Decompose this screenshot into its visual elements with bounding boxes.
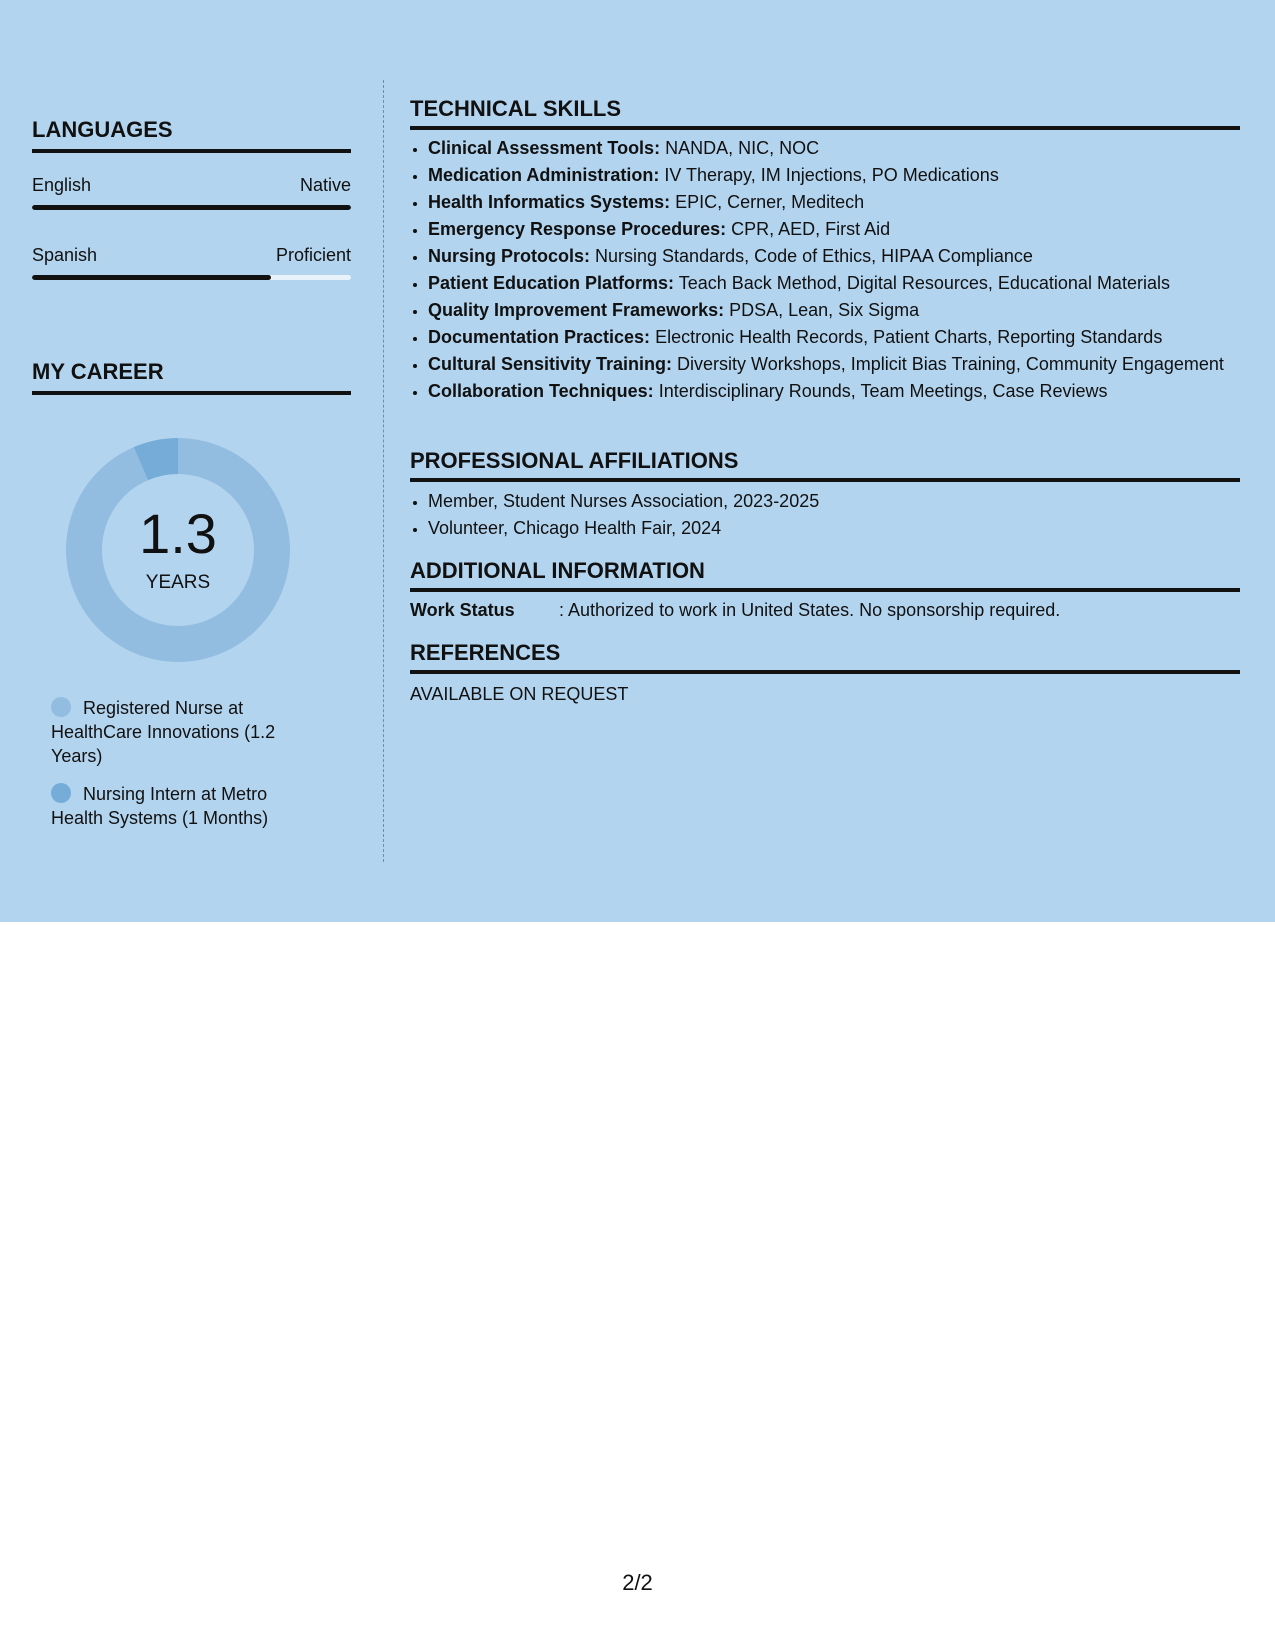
career-legend <box>51 696 311 844</box>
affiliation-item: • Volunteer, Chicago Health Fair, 2024 <box>428 516 1258 540</box>
skill-item <box>428 379 1258 403</box>
legend-label: Nursing Intern at Metro Health Systems (1 Months) <box>51 784 269 828</box>
skill-item <box>428 271 1258 295</box>
work-status-key: Work Status <box>410 600 515 620</box>
language-spanish <box>32 245 351 280</box>
technical-skills-heading: TECHNICAL SKILLS <box>410 96 1240 130</box>
career-legend-item <box>51 782 311 830</box>
legend-dot <box>51 783 71 803</box>
language-name: Spanish <box>32 245 98 265</box>
technical-skills-list <box>410 136 1258 406</box>
legend-dot <box>51 697 71 717</box>
language-proficiency-fill <box>32 205 351 210</box>
skill-values: Electronic Health Records, Patient Charts, Reporting Standards <box>650 327 1163 347</box>
languages-heading: LANGUAGES <box>32 117 351 153</box>
skill-category: Clinical Assessment Tools: <box>428 138 661 158</box>
career-total-unit: YEARS <box>145 572 211 593</box>
language-level: Native <box>299 175 351 195</box>
skill-category: Nursing Protocols: <box>428 246 591 266</box>
skill-values: NANDA, NIC, NOC <box>660 138 820 158</box>
work-status-row <box>410 600 1240 621</box>
page-number: 2/2 <box>622 1570 653 1595</box>
affiliation-item: • Member, Student Nurses Association, 2023-2025 <box>428 489 1258 513</box>
skill-item <box>428 163 1258 187</box>
skill-values: Nursing Standards, Code of Ethics, HIPAA Compliance <box>590 246 1033 266</box>
skill-values: Interdisciplinary Rounds, Team Meetings, Case Reviews <box>653 381 1108 401</box>
skill-category: Cultural Sensitivity Training: <box>428 354 673 374</box>
work-status-value: : Authorized to work in United States. No sponsorship required. <box>559 600 1061 620</box>
skill-values: PDSA, Lean, Six Sigma <box>724 300 920 320</box>
legend-label: Registered Nurse at HealthCare Innovations (1.2 Years) <box>51 698 276 766</box>
skill-values: CPR, AED, First Aid <box>726 219 891 239</box>
skill-item <box>428 136 1258 160</box>
skill-values: EPIC, Cerner, Meditech <box>670 192 865 212</box>
language-name: English <box>32 175 92 195</box>
career-total-number: 1.3 <box>139 502 217 565</box>
skill-item <box>428 352 1258 376</box>
language-level: Proficient <box>275 245 351 265</box>
career-donut-chart <box>66 438 290 662</box>
skill-values: IV Therapy, IM Injections, PO Medications <box>659 165 999 185</box>
additional-info-heading: ADDITIONAL INFORMATION <box>410 558 1240 592</box>
skill-category: Patient Education Platforms: <box>428 273 675 293</box>
skill-item <box>428 217 1258 241</box>
skill-category: Documentation Practices: <box>428 327 651 347</box>
skill-item <box>428 244 1258 268</box>
skill-item <box>428 325 1258 349</box>
skill-item <box>428 298 1258 322</box>
career-heading: MY CAREER <box>32 359 351 395</box>
references-text: AVAILABLE ON REQUEST <box>410 684 629 704</box>
skill-category: Emergency Response Procedures: <box>428 219 727 239</box>
career-legend-item <box>51 696 311 768</box>
skill-category: Collaboration Techniques: <box>428 381 654 401</box>
language-proficiency-bar <box>32 275 351 280</box>
references-heading: REFERENCES <box>410 640 1240 674</box>
affiliations-heading: PROFESSIONAL AFFILIATIONS <box>410 448 1240 482</box>
skill-category: Quality Improvement Frameworks: <box>428 300 725 320</box>
skill-values: Diversity Workshops, Implicit Bias Training, Community Engagement <box>672 354 1224 374</box>
skill-item <box>428 190 1258 214</box>
skill-category: Medication Administration: <box>428 165 660 185</box>
language-english <box>32 175 351 210</box>
skill-values: Teach Back Method, Digital Resources, Educational Materials <box>674 273 1170 293</box>
language-proficiency-bar <box>32 205 351 210</box>
career-total <box>66 438 290 662</box>
language-proficiency-fill <box>32 275 271 280</box>
skill-category: Health Informatics Systems: <box>428 192 671 212</box>
affiliations-list <box>410 489 1258 543</box>
column-divider <box>383 80 384 862</box>
